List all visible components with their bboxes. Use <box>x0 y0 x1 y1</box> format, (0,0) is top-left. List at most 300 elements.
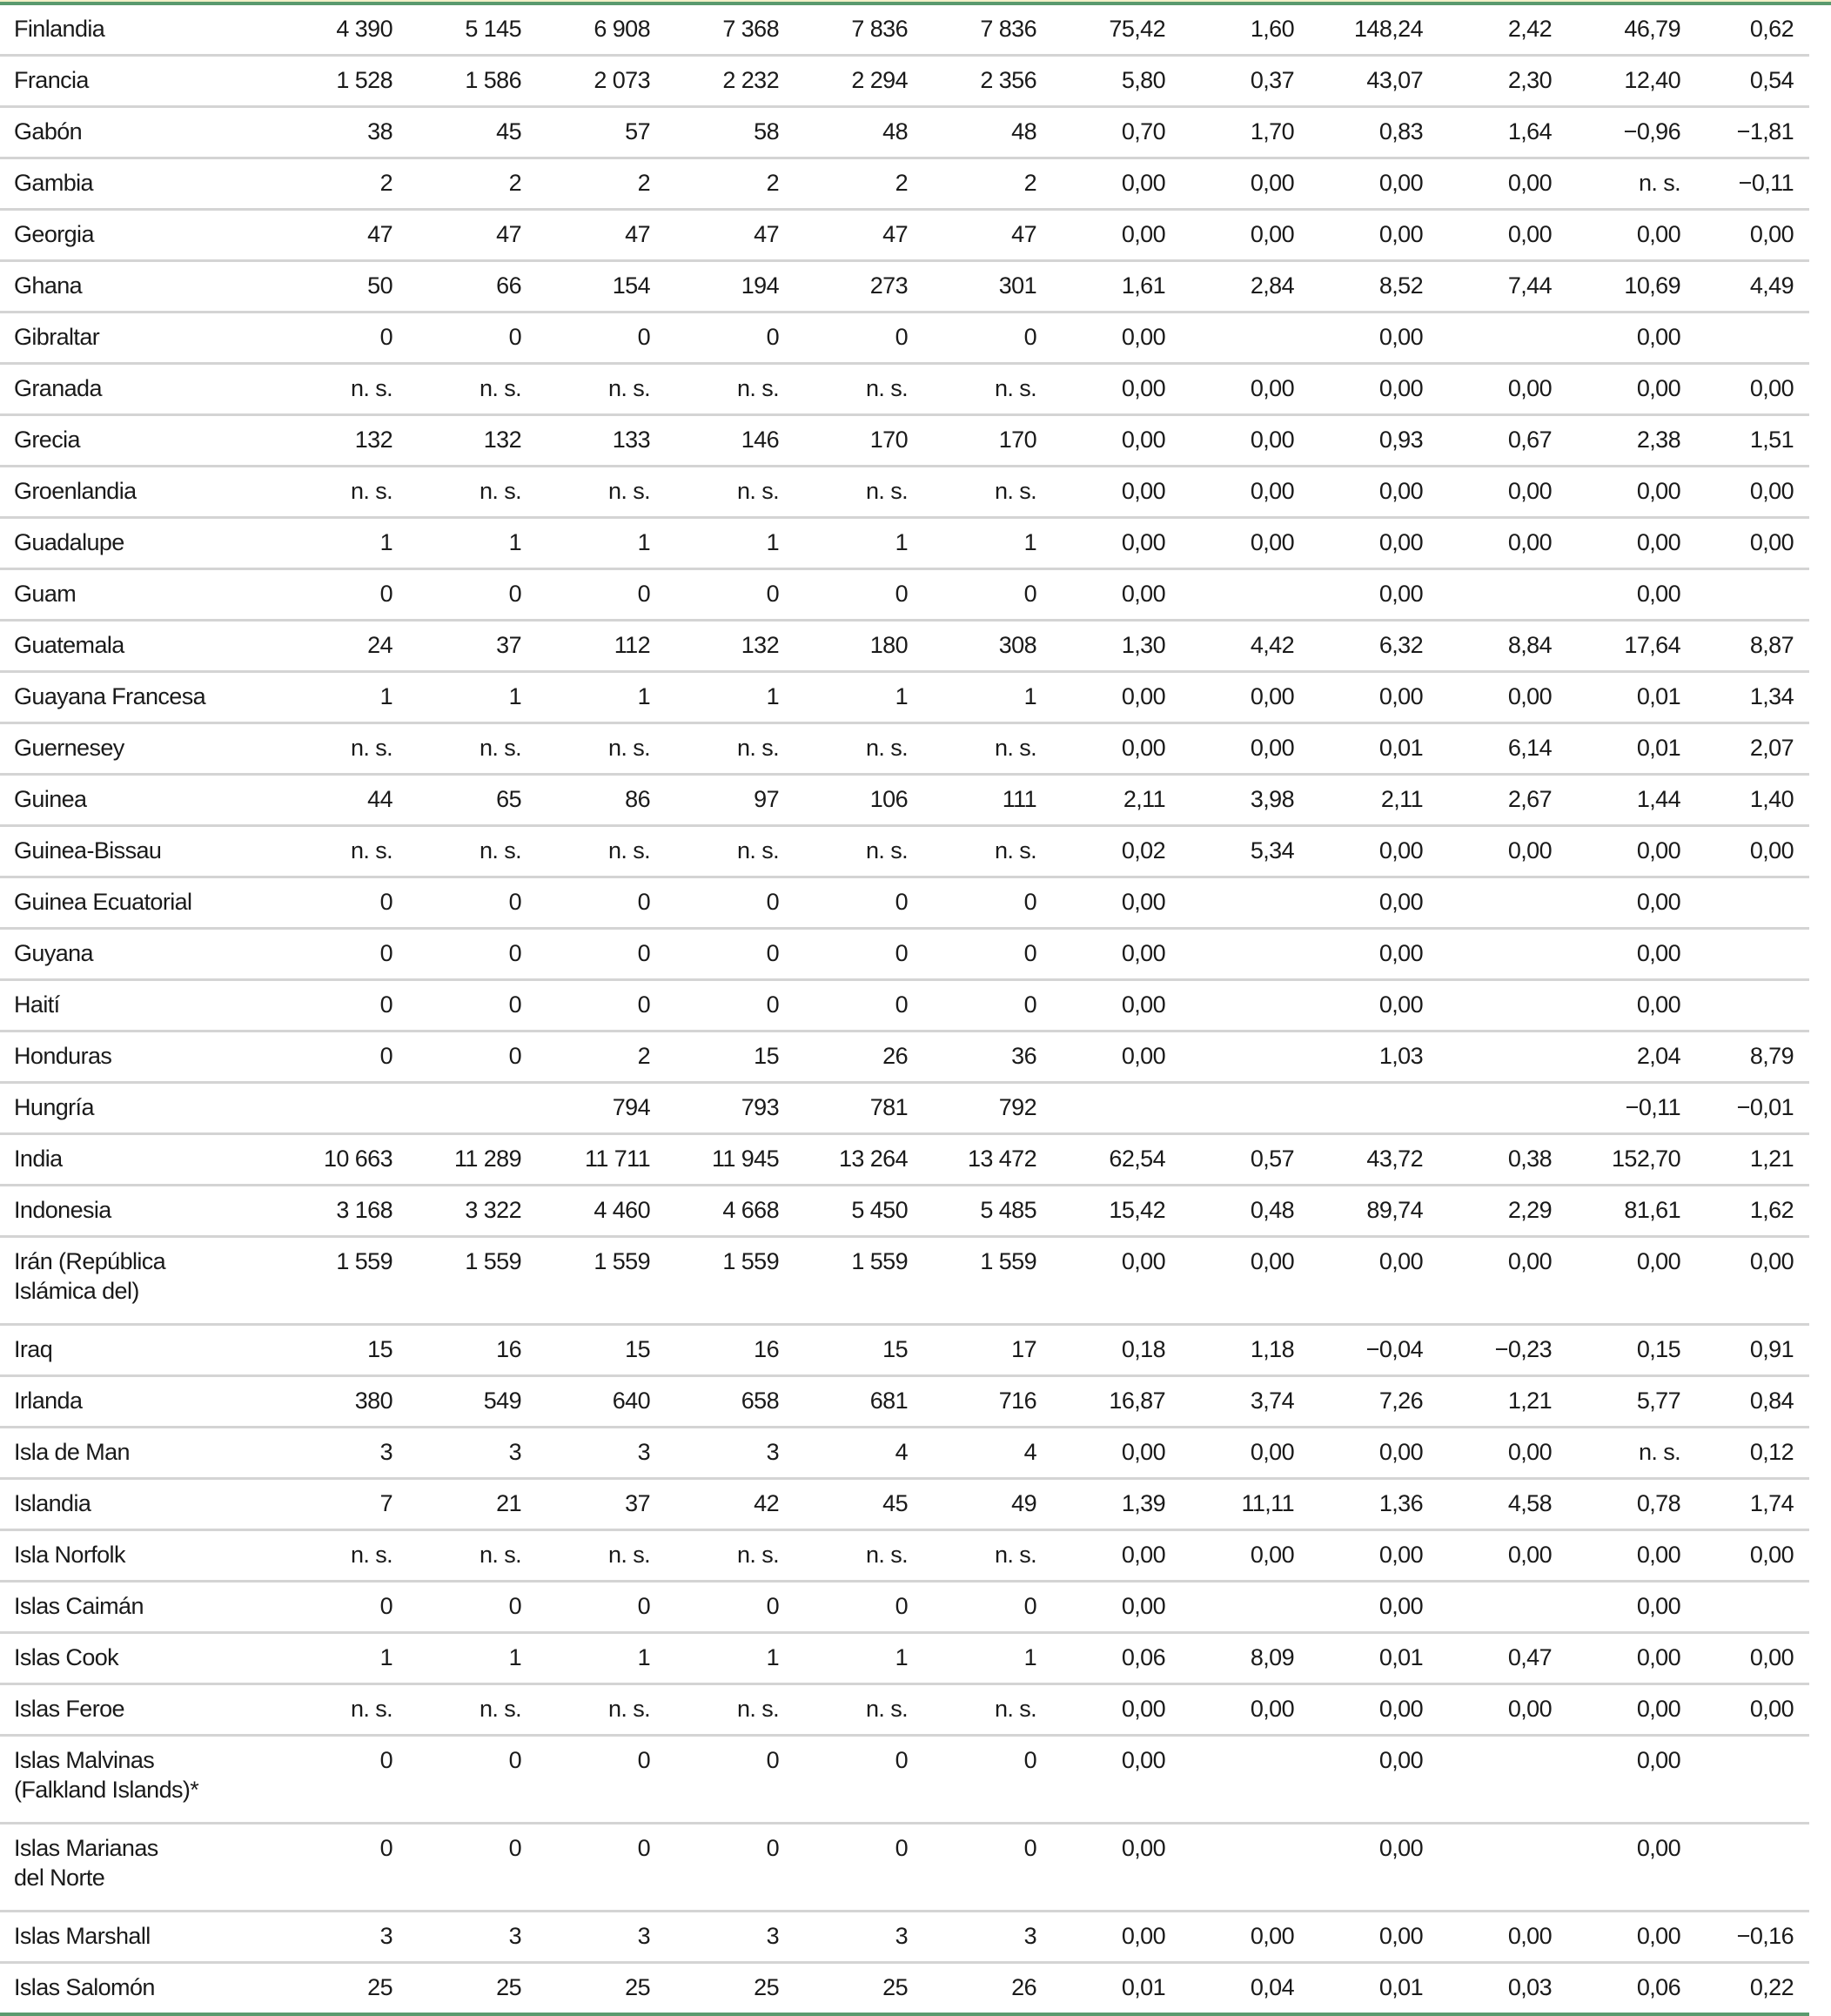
value-cell <box>1036 1083 1165 1134</box>
value-cell: 549 <box>392 1376 521 1428</box>
value-cell: 0,00 <box>1165 158 1294 210</box>
value-cell: 0,00 <box>1552 569 1680 621</box>
value-cell: 0 <box>650 1582 779 1633</box>
value-cell: 0,00 <box>1036 158 1165 210</box>
value-cell: 0 <box>779 1824 908 1912</box>
value-cell: 0 <box>779 1736 908 1824</box>
value-cell: n. s. <box>908 467 1036 518</box>
value-cell: 0 <box>264 1824 392 1912</box>
value-cell: 36 <box>908 1032 1036 1083</box>
value-cell: n. s. <box>521 826 650 877</box>
value-cell: 1 <box>650 1633 779 1684</box>
value-cell: 2 <box>521 1032 650 1083</box>
value-cell: 3 <box>521 1912 650 1963</box>
value-cell: 26 <box>908 1963 1036 2015</box>
value-cell: 0 <box>392 1736 521 1824</box>
value-cell: 10,69 <box>1552 261 1680 312</box>
value-cell: 25 <box>650 1963 779 2015</box>
value-cell: 25 <box>264 1963 392 2015</box>
value-cell: 0,00 <box>1036 1684 1165 1736</box>
country-name-cell: Guinea Ecuatorial <box>0 877 264 929</box>
value-cell: 0,00 <box>1165 1237 1294 1325</box>
value-cell: 62,54 <box>1036 1134 1165 1186</box>
value-cell: 25 <box>521 1963 650 2015</box>
table-row <box>0 621 1809 672</box>
value-cell: 1,74 <box>1680 1479 1809 1530</box>
value-cell: 48 <box>908 107 1036 158</box>
value-cell: 38 <box>264 107 392 158</box>
value-cell: 154 <box>521 261 650 312</box>
table-row <box>0 1530 1809 1582</box>
value-cell: 1 559 <box>392 1237 521 1325</box>
value-cell: 0,00 <box>1294 569 1423 621</box>
table-row <box>0 1186 1809 1237</box>
value-cell: 4,49 <box>1680 261 1809 312</box>
value-cell <box>392 1083 521 1134</box>
value-cell: 0,37 <box>1165 56 1294 107</box>
value-cell: 5 450 <box>779 1186 908 1237</box>
value-cell: 640 <box>521 1376 650 1428</box>
value-cell: 0,00 <box>1294 467 1423 518</box>
country-name-cell: Islas Marianas del Norte <box>0 1824 264 1912</box>
value-cell: 0,83 <box>1294 107 1423 158</box>
value-cell: 13 264 <box>779 1134 908 1186</box>
value-cell <box>1423 929 1552 980</box>
value-cell <box>1165 569 1294 621</box>
value-cell: 0 <box>264 1582 392 1633</box>
value-cell: 1 <box>908 518 1036 569</box>
value-cell: 0,06 <box>1036 1633 1165 1684</box>
value-cell: 1,64 <box>1423 107 1552 158</box>
value-cell: 0,00 <box>1165 1684 1294 1736</box>
value-cell: 0,47 <box>1423 1633 1552 1684</box>
value-cell: 3 168 <box>264 1186 392 1237</box>
country-name-cell: Islas Cook <box>0 1633 264 1684</box>
value-cell: 8,09 <box>1165 1633 1294 1684</box>
table-row <box>0 158 1809 210</box>
value-cell: n. s. <box>521 1684 650 1736</box>
country-name-cell: Granada <box>0 364 264 415</box>
value-cell: 0,91 <box>1680 1325 1809 1376</box>
value-cell: 0 <box>779 929 908 980</box>
value-cell: 0 <box>650 980 779 1032</box>
country-name-cell: Gibraltar <box>0 312 264 364</box>
value-cell <box>1680 929 1809 980</box>
value-cell: n. s. <box>264 826 392 877</box>
value-cell: n. s. <box>521 364 650 415</box>
value-cell <box>264 1083 392 1134</box>
value-cell: 0,70 <box>1036 107 1165 158</box>
value-cell <box>1165 1824 1294 1912</box>
value-cell: 0,00 <box>1680 467 1809 518</box>
value-cell: 1,61 <box>1036 261 1165 312</box>
value-cell <box>1680 569 1809 621</box>
value-cell: −1,81 <box>1680 107 1809 158</box>
value-cell <box>1423 1824 1552 1912</box>
value-cell: 0,04 <box>1165 1963 1294 2015</box>
value-cell: 4,58 <box>1423 1479 1552 1530</box>
value-cell: 58 <box>650 107 779 158</box>
value-cell: 792 <box>908 1083 1036 1134</box>
value-cell: 273 <box>779 261 908 312</box>
value-cell: 6,14 <box>1423 723 1552 775</box>
country-name-cell: Islas Salomón <box>0 1963 264 2015</box>
value-cell: 1 <box>908 1633 1036 1684</box>
value-cell: 37 <box>392 621 521 672</box>
value-cell: 308 <box>908 621 1036 672</box>
value-cell: 0,00 <box>1294 1736 1423 1824</box>
value-cell: 15 <box>650 1032 779 1083</box>
value-cell: 0,06 <box>1552 1963 1680 2015</box>
value-cell <box>1423 1736 1552 1824</box>
country-name-cell: Islandia <box>0 1479 264 1530</box>
country-name-cell: Guyana <box>0 929 264 980</box>
table-row <box>0 415 1809 467</box>
value-cell <box>1423 1083 1552 1134</box>
value-cell: −0,11 <box>1680 158 1809 210</box>
value-cell: 0,84 <box>1680 1376 1809 1428</box>
value-cell: 0,00 <box>1680 364 1809 415</box>
value-cell <box>1423 569 1552 621</box>
value-cell: 7,26 <box>1294 1376 1423 1428</box>
value-cell: n. s. <box>650 1530 779 1582</box>
country-name-cell: Iraq <box>0 1325 264 1376</box>
value-cell: 0,00 <box>1294 312 1423 364</box>
value-cell: 0 <box>650 569 779 621</box>
table-row <box>0 5 1809 56</box>
value-cell: 0,00 <box>1294 364 1423 415</box>
value-cell: 0,01 <box>1552 723 1680 775</box>
value-cell: 0,00 <box>1036 1032 1165 1083</box>
value-cell: 0 <box>521 569 650 621</box>
value-cell: 1 <box>779 672 908 723</box>
value-cell: 0,48 <box>1165 1186 1294 1237</box>
value-cell: 2 073 <box>521 56 650 107</box>
table-row <box>0 1428 1809 1479</box>
value-cell: 0,00 <box>1552 980 1680 1032</box>
value-cell: n. s. <box>650 723 779 775</box>
value-cell <box>1423 1582 1552 1633</box>
value-cell: 43,07 <box>1294 56 1423 107</box>
value-cell: 0,00 <box>1680 826 1809 877</box>
value-cell: 152,70 <box>1552 1134 1680 1186</box>
table-row <box>0 980 1809 1032</box>
value-cell: 97 <box>650 775 779 826</box>
value-cell: 0,00 <box>1423 1428 1552 1479</box>
value-cell: 0 <box>392 1582 521 1633</box>
country-name-cell: Guinea-Bissau <box>0 826 264 877</box>
value-cell: 0,00 <box>1552 877 1680 929</box>
value-cell: 0 <box>779 569 908 621</box>
table-row <box>0 1633 1809 1684</box>
value-cell: 4 <box>779 1428 908 1479</box>
value-cell: 0,00 <box>1036 1912 1165 1963</box>
value-cell: 3 <box>264 1912 392 1963</box>
value-cell: 0,62 <box>1680 5 1809 56</box>
value-cell: 0,22 <box>1680 1963 1809 2015</box>
value-cell: 17,64 <box>1552 621 1680 672</box>
country-name-cell: Hungría <box>0 1083 264 1134</box>
value-cell: 44 <box>264 775 392 826</box>
value-cell: 86 <box>521 775 650 826</box>
value-cell: 10 663 <box>264 1134 392 1186</box>
value-cell: 0,00 <box>1423 672 1552 723</box>
value-cell: 0,00 <box>1036 723 1165 775</box>
value-cell: n. s. <box>650 364 779 415</box>
value-cell: 133 <box>521 415 650 467</box>
value-cell: n. s. <box>779 467 908 518</box>
value-cell: 6,32 <box>1294 621 1423 672</box>
table-row <box>0 1582 1809 1633</box>
country-data-table <box>0 5 1809 2016</box>
value-cell: 0,00 <box>1552 467 1680 518</box>
value-cell: 0,00 <box>1294 210 1423 261</box>
value-cell: 0,00 <box>1165 672 1294 723</box>
value-cell: 0,00 <box>1165 415 1294 467</box>
value-cell: −0,23 <box>1423 1325 1552 1376</box>
country-name-cell: Isla de Man <box>0 1428 264 1479</box>
value-cell: 16,87 <box>1036 1376 1165 1428</box>
country-name-cell: Isla Norfolk <box>0 1530 264 1582</box>
value-cell: 0,00 <box>1036 877 1165 929</box>
table-row <box>0 261 1809 312</box>
value-cell: 106 <box>779 775 908 826</box>
value-cell: 25 <box>392 1963 521 2015</box>
value-cell: n. s. <box>392 1684 521 1736</box>
value-cell: 0,01 <box>1294 1633 1423 1684</box>
value-cell: 0 <box>521 929 650 980</box>
value-cell: 301 <box>908 261 1036 312</box>
value-cell: 132 <box>392 415 521 467</box>
value-cell: 1 528 <box>264 56 392 107</box>
country-name-cell: Guatemala <box>0 621 264 672</box>
value-cell: 0,00 <box>1552 1582 1680 1633</box>
value-cell: n. s. <box>779 826 908 877</box>
table-row <box>0 1032 1809 1083</box>
value-cell: 11 289 <box>392 1134 521 1186</box>
value-cell: 132 <box>650 621 779 672</box>
value-cell: 0,03 <box>1423 1963 1552 2015</box>
value-cell: 1,18 <box>1165 1325 1294 1376</box>
value-cell: 0 <box>779 877 908 929</box>
value-cell: 1 559 <box>264 1237 392 1325</box>
table-row <box>0 364 1809 415</box>
value-cell: 1 <box>264 1633 392 1684</box>
value-cell: 0,00 <box>1552 1237 1680 1325</box>
value-cell: 1,21 <box>1423 1376 1552 1428</box>
value-cell: 1,39 <box>1036 1479 1165 1530</box>
table-row <box>0 107 1809 158</box>
country-name-cell: Grecia <box>0 415 264 467</box>
value-cell: n. s. <box>264 723 392 775</box>
table-row <box>0 1684 1809 1736</box>
value-cell: 111 <box>908 775 1036 826</box>
value-cell: 1 <box>779 518 908 569</box>
value-cell: n. s. <box>1552 158 1680 210</box>
value-cell: 194 <box>650 261 779 312</box>
value-cell: 0,00 <box>1680 518 1809 569</box>
country-name-cell: Guernesey <box>0 723 264 775</box>
value-cell <box>1423 980 1552 1032</box>
value-cell: 0 <box>908 1582 1036 1633</box>
value-cell: 47 <box>392 210 521 261</box>
value-cell: 0,00 <box>1552 210 1680 261</box>
value-cell <box>1680 877 1809 929</box>
value-cell: 3 322 <box>392 1186 521 1237</box>
value-cell: n. s. <box>650 467 779 518</box>
table-row <box>0 1736 1809 1824</box>
value-cell: 3 <box>392 1912 521 1963</box>
value-cell <box>1165 1032 1294 1083</box>
value-cell: 2 <box>392 158 521 210</box>
value-cell: 0 <box>650 1736 779 1824</box>
value-cell: 5 485 <box>908 1186 1036 1237</box>
value-cell: 47 <box>908 210 1036 261</box>
table-body <box>0 5 1809 2014</box>
value-cell: 0 <box>908 312 1036 364</box>
value-cell: 1 <box>908 672 1036 723</box>
country-name-cell: Guinea <box>0 775 264 826</box>
value-cell: 0,01 <box>1552 672 1680 723</box>
value-cell: 0,00 <box>1294 1824 1423 1912</box>
value-cell: 47 <box>264 210 392 261</box>
value-cell: 0 <box>264 312 392 364</box>
value-cell: 0 <box>779 980 908 1032</box>
value-cell: 0,00 <box>1423 210 1552 261</box>
value-cell: 0,54 <box>1680 56 1809 107</box>
value-cell: 0 <box>779 1582 908 1633</box>
value-cell: 0 <box>264 569 392 621</box>
value-cell: 1,44 <box>1552 775 1680 826</box>
value-cell: 89,74 <box>1294 1186 1423 1237</box>
value-cell: 1,51 <box>1680 415 1809 467</box>
value-cell: 6 908 <box>521 5 650 56</box>
value-cell: 2,07 <box>1680 723 1809 775</box>
value-cell: 5,80 <box>1036 56 1165 107</box>
value-cell <box>1165 980 1294 1032</box>
value-cell: 0,00 <box>1294 1684 1423 1736</box>
value-cell: n. s. <box>779 723 908 775</box>
value-cell: 0,00 <box>1552 826 1680 877</box>
country-name-cell: Irán (República Islámica del) <box>0 1237 264 1325</box>
value-cell: 24 <box>264 621 392 672</box>
country-name-cell: India <box>0 1134 264 1186</box>
value-cell: n. s. <box>264 1684 392 1736</box>
value-cell: n. s. <box>650 1684 779 1736</box>
value-cell: 3 <box>650 1428 779 1479</box>
value-cell: 0 <box>650 877 779 929</box>
value-cell: 0 <box>264 1736 392 1824</box>
value-cell: 11 945 <box>650 1134 779 1186</box>
value-cell: 0,00 <box>1423 1684 1552 1736</box>
value-cell: 0,12 <box>1680 1428 1809 1479</box>
value-cell: 2,11 <box>1036 775 1165 826</box>
value-cell <box>1423 312 1552 364</box>
value-cell: 0,00 <box>1423 1912 1552 1963</box>
value-cell: 2 <box>650 158 779 210</box>
value-cell: 2 <box>779 158 908 210</box>
value-cell: 0,00 <box>1036 672 1165 723</box>
value-cell: 1,21 <box>1680 1134 1809 1186</box>
value-cell: 0,00 <box>1552 1912 1680 1963</box>
value-cell: 1 <box>264 672 392 723</box>
table-row <box>0 210 1809 261</box>
value-cell: 0 <box>908 877 1036 929</box>
value-cell: 45 <box>779 1479 908 1530</box>
value-cell <box>1680 1736 1809 1824</box>
value-cell: 1,70 <box>1165 107 1294 158</box>
value-cell: n. s. <box>264 1530 392 1582</box>
value-cell: 5,77 <box>1552 1376 1680 1428</box>
value-cell: 0,00 <box>1036 1582 1165 1633</box>
value-cell: n. s. <box>779 1530 908 1582</box>
value-cell: n. s. <box>521 1530 650 1582</box>
value-cell: 0,00 <box>1423 1530 1552 1582</box>
value-cell: 47 <box>650 210 779 261</box>
value-cell: 0,00 <box>1680 1237 1809 1325</box>
value-cell: 0 <box>392 569 521 621</box>
value-cell: 49 <box>908 1479 1036 1530</box>
value-cell: 0,00 <box>1552 364 1680 415</box>
value-cell: 0,00 <box>1294 877 1423 929</box>
table-row <box>0 1824 1809 1912</box>
value-cell: 1,40 <box>1680 775 1809 826</box>
value-cell: 0,38 <box>1423 1134 1552 1186</box>
value-cell: 0 <box>521 1824 650 1912</box>
value-cell: 0,93 <box>1294 415 1423 467</box>
value-cell: 0 <box>264 877 392 929</box>
value-cell: 0,00 <box>1552 312 1680 364</box>
value-cell: 716 <box>908 1376 1036 1428</box>
value-cell: 0 <box>264 1032 392 1083</box>
table-row <box>0 723 1809 775</box>
value-cell: 15 <box>779 1325 908 1376</box>
value-cell: 16 <box>392 1325 521 1376</box>
value-cell <box>1680 1824 1809 1912</box>
country-name-cell: Finlandia <box>0 5 264 56</box>
value-cell: 0,00 <box>1294 518 1423 569</box>
country-name-cell: Francia <box>0 56 264 107</box>
value-cell: 21 <box>392 1479 521 1530</box>
value-cell: 0,00 <box>1552 1824 1680 1912</box>
value-cell: 4 460 <box>521 1186 650 1237</box>
value-cell: 0,00 <box>1165 210 1294 261</box>
value-cell: 12,40 <box>1552 56 1680 107</box>
value-cell: 3 <box>908 1912 1036 1963</box>
value-cell: 11 711 <box>521 1134 650 1186</box>
value-cell: 1,62 <box>1680 1186 1809 1237</box>
table-row <box>0 1237 1809 1325</box>
value-cell: 0,00 <box>1036 1530 1165 1582</box>
value-cell: 0,00 <box>1036 364 1165 415</box>
value-cell: 0,00 <box>1165 723 1294 775</box>
value-cell: 3,98 <box>1165 775 1294 826</box>
country-name-cell: Indonesia <box>0 1186 264 1237</box>
value-cell: 0 <box>521 877 650 929</box>
country-name-cell: Gambia <box>0 158 264 210</box>
value-cell <box>1294 1083 1423 1134</box>
value-cell: 0,00 <box>1036 980 1165 1032</box>
value-cell: 2,30 <box>1423 56 1552 107</box>
value-cell: 8,79 <box>1680 1032 1809 1083</box>
value-cell: n. s. <box>908 826 1036 877</box>
country-name-cell: Guam <box>0 569 264 621</box>
value-cell: 0,00 <box>1552 1684 1680 1736</box>
value-cell: 1 559 <box>779 1237 908 1325</box>
value-cell: 0,00 <box>1036 210 1165 261</box>
value-cell: n. s. <box>779 1684 908 1736</box>
value-cell: 7 <box>264 1479 392 1530</box>
